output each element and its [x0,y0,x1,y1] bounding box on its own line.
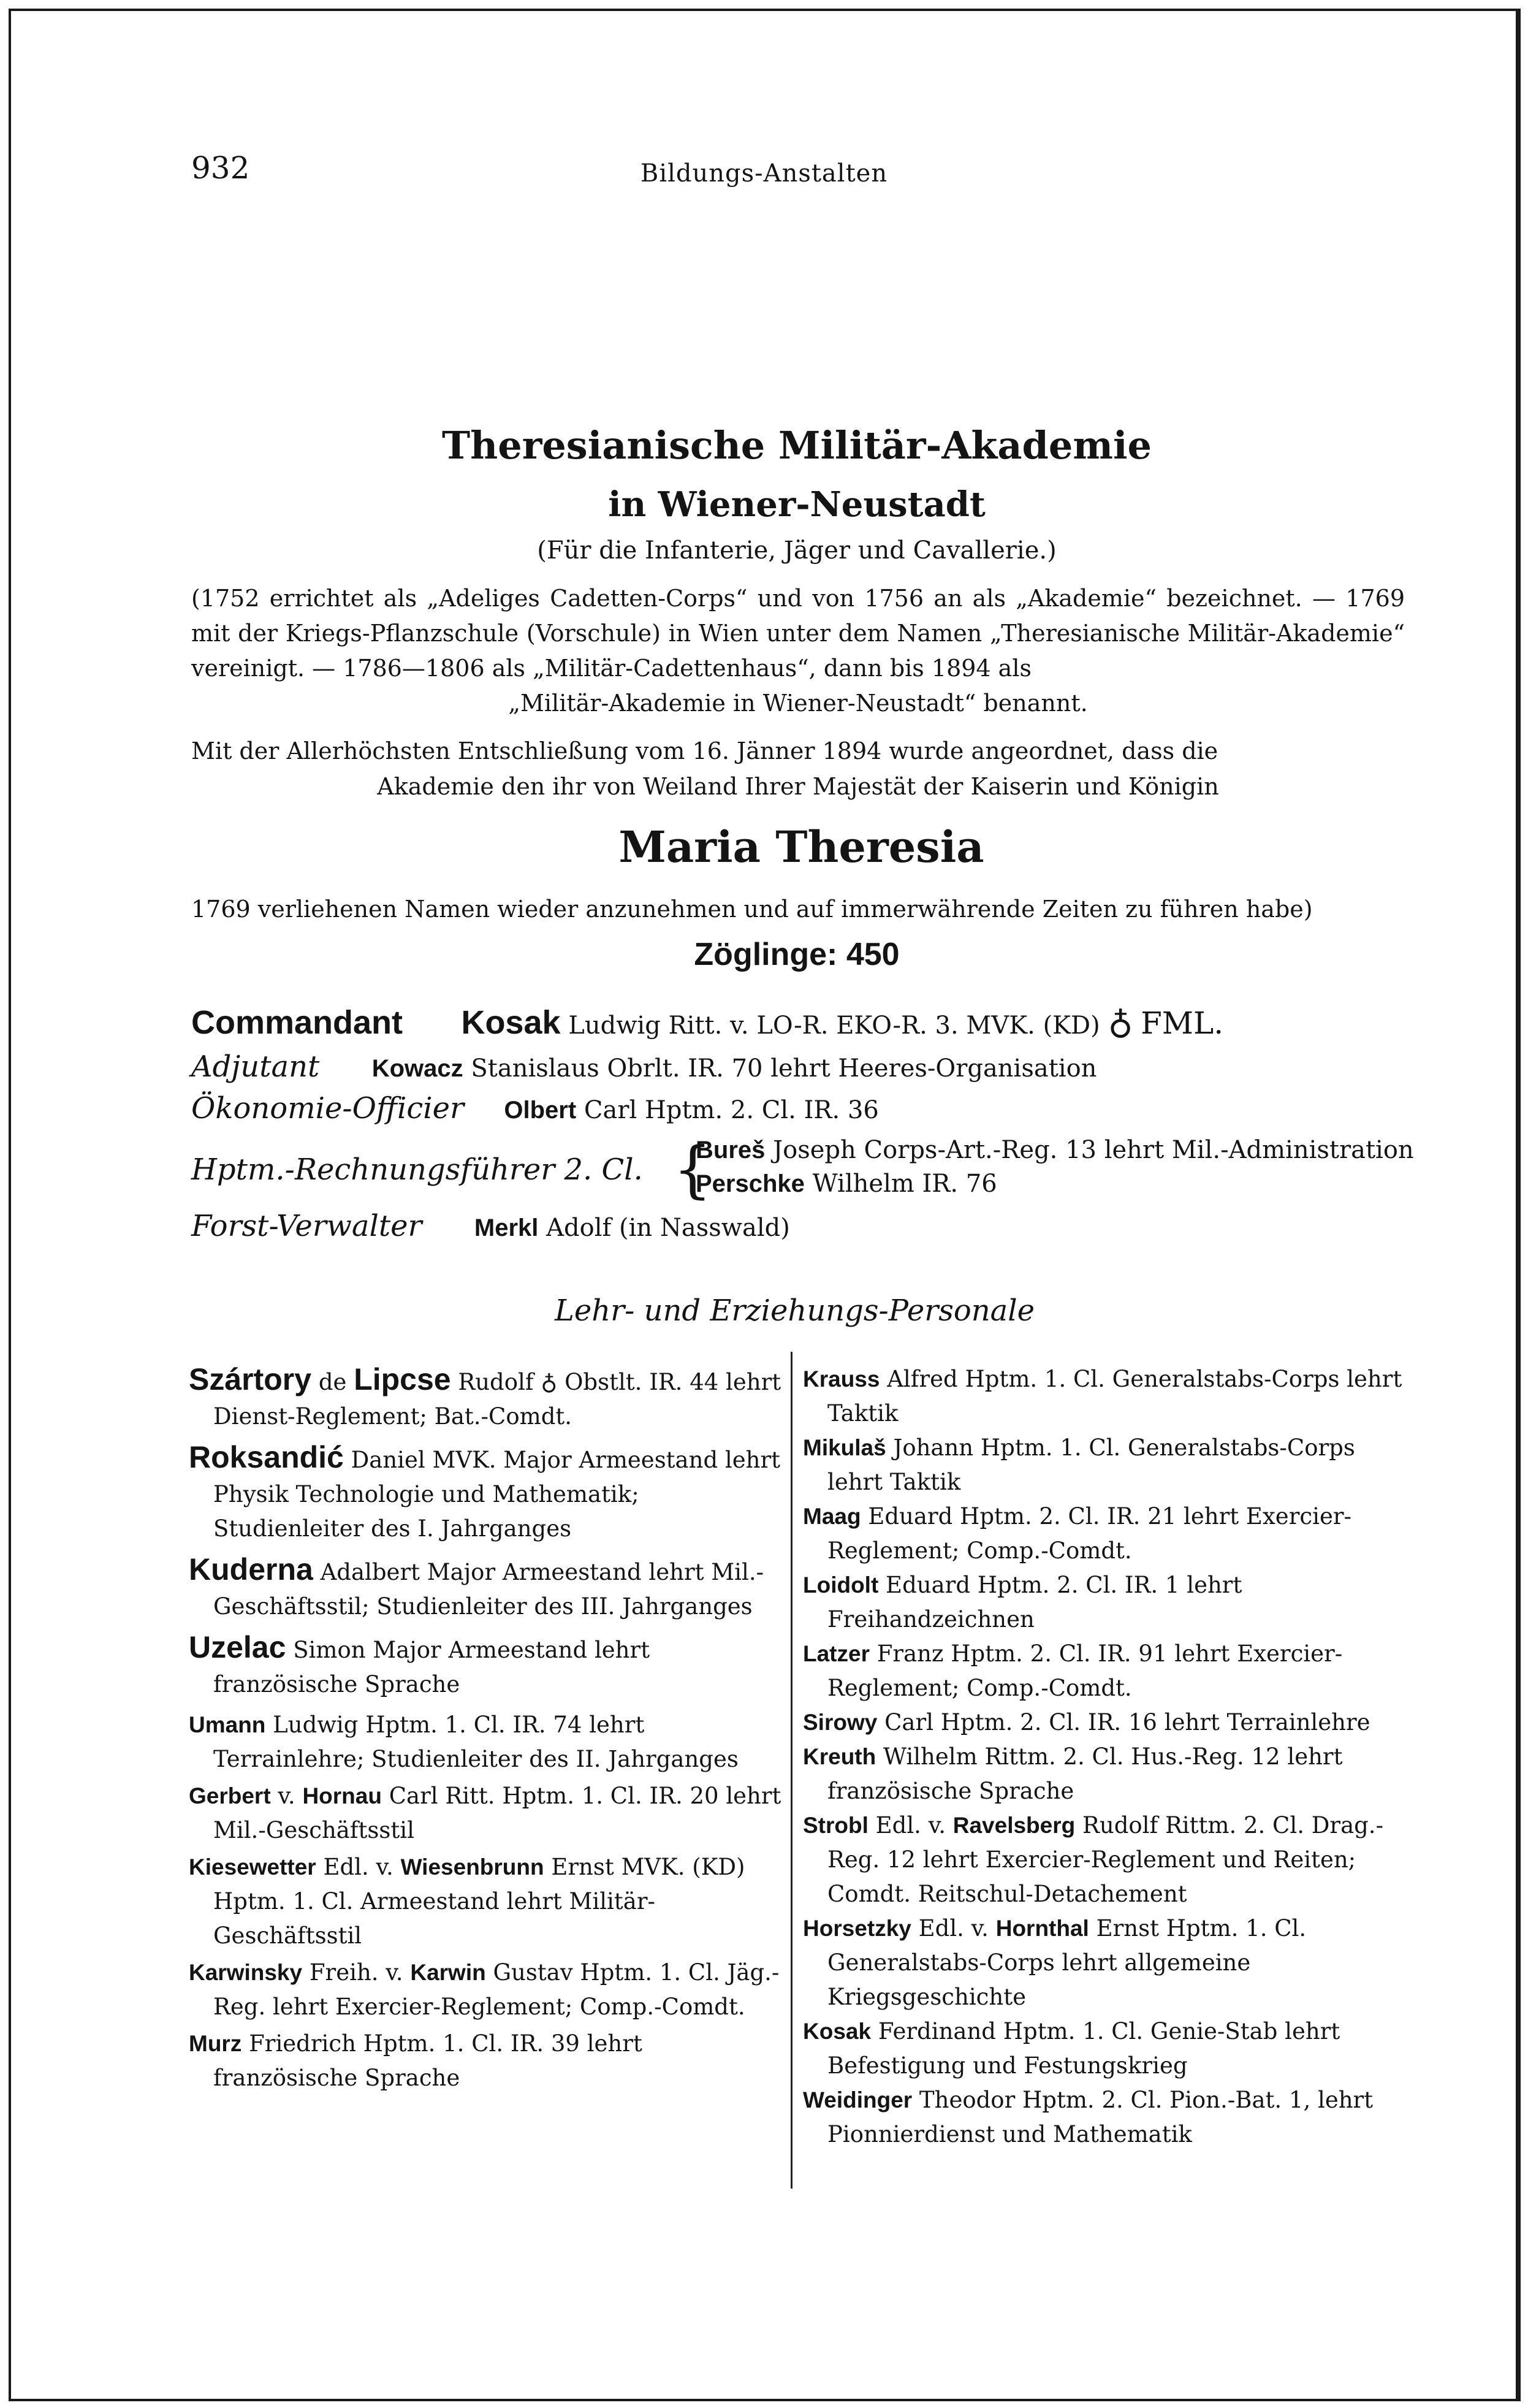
page-number: 932 [191,150,250,186]
list-item: Mikulaš Johann Hptm. 1. Cl. Generalstabs-Corps lehrt Taktik [803,1435,1355,1495]
oekonomie-label: Ökonomie-Officier [191,1091,464,1126]
list-item: Karwinsky Freih. v. Karwin Gustav Hptm. 1. Cl. Jäg.-Reg. lehrt Exercier-Reglement; Comp.-Comdt. [189,1959,780,2020]
commandant-label: Commandant [191,1004,403,1041]
forst-row: Forst-Verwalter Merkl Adolf (in Nasswald) [191,1209,790,1243]
commandant-row: Commandant Kosak Ludwig Ritt. v. LO-R. EKO-R. 3. MVK. (KD) ♁ FML. [191,1002,1224,1042]
list-item: Murz Friedrich Hptm. 1. Cl. IR. 39 lehrt französische Sprache [189,2030,642,2091]
right-column [803,1362,1407,2152]
list-item: Umann Ludwig Hptm. 1. Cl. IR. 74 lehrt Terrainlehre; Studienleiter des II. Jahrganges [189,1712,739,1772]
name-maria-theresia: Maria Theresia [618,821,984,872]
decree-paragraph-last: Akademie den ihr von Weiland Ihrer Majestät der Kaiserin und Königin [377,773,1219,800]
list-item: Kosak Ferdinand Hptm. 1. Cl. Genie-Stab lehrt Befestigung und Festungskrieg [803,2018,1340,2079]
decree-conclusion: 1769 verliehenen Namen wieder anzunehmen und auf immerwährende Zeiten zu führen habe) [191,896,1313,923]
page-subtitle-location: in Wiener-Neustadt [608,484,986,525]
list-item: Weidinger Theodor Hptm. 2. Cl. Pion.-Bat. 1, lehrt Pionnierdienst und Mathematik [803,2087,1374,2147]
list-item: Kuderna Adalbert Major Armeestand lehrt Mil.-Geschäftsstil; Studienleiter des III. Jahrganges [189,1552,764,1620]
page-title: Theresianische Militär-Akademie [442,423,1152,468]
rechnungsfuehrer-1: Bureš Joseph Corps-Art.-Reg. 13 lehrt Mil.-Administration [696,1136,1414,1164]
history-paragraph-last: „Militär-Akademie in Wiener-Neustadt“ benannt. [508,690,1088,717]
oekonomie-row: Ökonomie-Officier Olbert Carl Hptm. 2. Cl. IR. 36 [191,1091,879,1126]
list-item: Sirowy Carl Hptm. 2. Cl. IR. 16 lehrt Terrainlehre [803,1709,1370,1736]
list-item: Kreuth Wilhelm Rittm. 2. Cl. Hus.-Reg. 12 lehrt französische Sprache [803,1743,1343,1804]
running-header: Bildungs-Anstalten [640,159,888,188]
column-separator [791,1352,793,2189]
decree-paragraph: Mit der Allerhöchsten Entschließung vom 16. Jänner 1894 wurde angeordnet, dass die [191,737,1218,764]
rechnungsfuehrer-2: Perschke Wilhelm IR. 76 [696,1170,997,1198]
list-item: Loidolt Eduard Hptm. 2. Cl. IR. 1 lehrt Freihandzeichnen [803,1572,1242,1633]
list-item: Szártory de Lipcse Rudolf ♁ Obstlt. IR. 44 lehrt Dienst-Reglement; Bat.-Comdt. [189,1362,781,1430]
commandant-name: Kosak [461,1004,561,1041]
section-title: Lehr- und Erziehungs-Personale [554,1294,1035,1328]
list-item: Roksandić Daniel MVK. Major Armeestand lehrt Physik Technologie und Mathematik; Studienleiter des I. Jahrganges [189,1440,781,1542]
history-paragraph: (1752 errichtet als „Adeliges Cadetten-Corps“ und von 1756 an als „Akademie“ bezeichnet. — 1769 mit der Kriegs-Pflanzschule (Vorschule) in Wien unter dem Namen „Theresianische Militär-Akademie“ vereinigt. — 1786—1806 als „Militär-Cadettenhaus“, dann bis 1894 als [191,585,1405,682]
page-subtitle-branches: (Für die Infanterie, Jäger und Cavallerie.) [537,536,1057,565]
rechnungsfuehrer-label: Hptm.-Rechnungsführer 2. Cl. [191,1153,643,1187]
list-item: Gerbert v. Hornau Carl Ritt. Hptm. 1. Cl. IR. 20 lehrt Mil.-Geschäftsstil [189,1783,781,1843]
brace-icon: { [673,1134,712,1205]
left-column [189,1362,786,2095]
list-item: Krauss Alfred Hptm. 1. Cl. Generalstabs-Corps lehrt Taktik [803,1366,1402,1427]
list-item: Uzelac Simon Major Armeestand lehrt französische Sprache [189,1630,650,1697]
list-item: Maag Eduard Hptm. 2. Cl. IR. 21 lehrt Exercier-Reglement; Comp.-Comdt. [803,1503,1352,1564]
decoration-icon: ♁ [1108,1002,1133,1042]
adjutant-label: Adjutant [191,1050,320,1084]
forst-label: Forst-Verwalter [191,1209,422,1243]
list-item: Horsetzky Edl. v. Hornthal Ernst Hptm. 1. Cl. Generalstabs-Corps lehrt allgemeine Kriegsgeschichte [803,1915,1307,2010]
list-item: Kiesewetter Edl. v. Wiesenbrunn Ernst MVK. (KD) Hptm. 1. Cl. Armeestand lehrt Militär-Geschäftsstil [189,1854,745,1949]
zoeglinge-count: Zöglinge: 450 [694,937,900,972]
list-item: Latzer Franz Hptm. 2. Cl. IR. 91 lehrt Exercier-Reglement; Comp.-Comdt. [803,1640,1343,1701]
adjutant-row: Adjutant Kowacz Stanislaus Obrlt. IR. 70 lehrt Heeres-Organisation [191,1050,1097,1084]
list-item: Strobl Edl. v. Ravelsberg Rudolf Rittm. 2. Cl. Drag.-Reg. 12 lehrt Exercier-Reglement und Reiten; Comdt. Reitschul-Detachement [803,1812,1384,1907]
